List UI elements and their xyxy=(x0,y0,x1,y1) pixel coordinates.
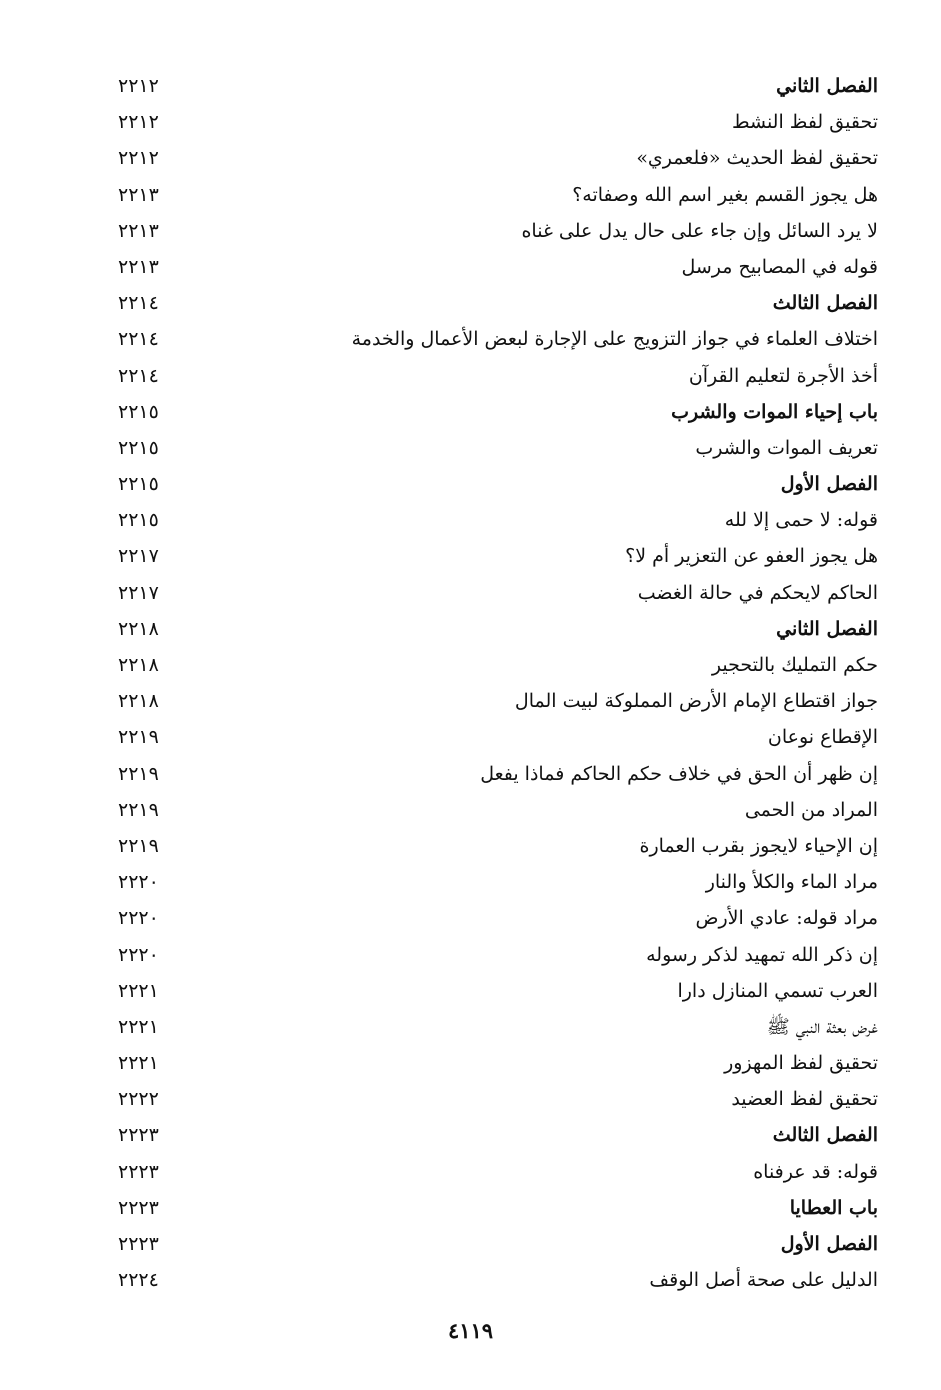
toc-entry xyxy=(118,611,878,647)
toc-entry-title: مراد الماء والكلأ والنار xyxy=(705,871,878,894)
toc-entry xyxy=(118,213,878,249)
toc-page-number: ٢٢١٥ xyxy=(118,509,159,532)
toc-entry xyxy=(118,719,878,755)
toc-entry xyxy=(118,430,878,466)
toc-page-number: ٢٢١٤ xyxy=(118,292,159,315)
toc-entry-title: حكم التمليك بالتحجير xyxy=(711,654,878,676)
toc-entry xyxy=(118,756,878,792)
toc-page-number: ٢٢١٥ xyxy=(118,436,159,459)
toc-entry-title: تحقيق لفظ المهزور xyxy=(724,1052,878,1075)
toc-page-number: ٢٢١٢ xyxy=(118,111,159,134)
toc-entry xyxy=(118,466,878,502)
toc-entry-title: تحقيق لفظ العضيد xyxy=(731,1088,878,1111)
toc-page-number: ٢٢١٩ xyxy=(118,762,159,785)
toc-page-number: ٢٢١٥ xyxy=(118,473,159,496)
toc-page-number: ٢٢٢٠ xyxy=(118,943,159,966)
toc-entry-title: قوله: قد عرفناه xyxy=(753,1160,878,1183)
toc-entry xyxy=(118,394,878,430)
toc-entry-title: العرب تسمي المنازل دارا xyxy=(677,979,878,1002)
toc-entry-title: غرض بعثة النبي ﷺ xyxy=(766,1015,878,1038)
toc-entry xyxy=(118,68,878,104)
toc-page-number: ٢٢١٤ xyxy=(118,328,159,351)
toc-entry xyxy=(118,502,878,538)
toc-entry xyxy=(118,321,878,357)
toc-entry xyxy=(118,1045,878,1081)
toc-entry-title: لا يرد السائل وإن جاء على حال يدل على غناه xyxy=(521,219,878,242)
toc-page-number: ٢٢١٨ xyxy=(118,617,159,640)
toc-page-number: ٢٢٢١ xyxy=(118,1052,159,1075)
toc-entry-title: الإقطاع نوعان xyxy=(767,726,878,749)
toc-page-number: ٢٢١٤ xyxy=(118,364,159,387)
toc-page-number: ٢٢٢٣ xyxy=(118,1124,159,1147)
toc-page-number: ٢٢١٩ xyxy=(118,834,159,857)
toc-entry-title: هل يجوز القسم بغير اسم الله وصفاته؟ xyxy=(572,183,878,206)
toc-page-number: ٢٢١٩ xyxy=(118,798,159,821)
toc-entry xyxy=(118,1009,878,1045)
toc-entry xyxy=(118,973,878,1009)
toc-heading: باب إحياء الموات والشرب xyxy=(671,400,878,423)
table-of-contents xyxy=(118,68,878,1298)
toc-entry xyxy=(118,828,878,864)
toc-entry xyxy=(118,358,878,394)
toc-entry xyxy=(118,104,878,140)
toc-heading: الفصل الأول xyxy=(780,1233,878,1255)
toc-page-number: ٢٢١٨ xyxy=(118,654,159,676)
toc-entry-title: تحقيق لفظ الحديث «فلعمري» xyxy=(636,147,878,170)
toc-entry-title: اختلاف العلماء في جواز التزويج على الإجارة لبعض الأعمال والخدمة xyxy=(351,328,878,351)
toc-page-number: ٢٢١٧ xyxy=(118,581,159,604)
toc-entry xyxy=(118,177,878,213)
toc-entry-title: إن الإحياء لايجوز بقرب العمارة xyxy=(639,834,878,857)
toc-page-number: ٢٢١٣ xyxy=(118,255,159,278)
toc-entry xyxy=(118,647,878,683)
toc-entry xyxy=(118,937,878,973)
toc-entry-title: قوله في المصابيح مرسل xyxy=(681,255,878,278)
toc-entry-title: مراد قوله: عادي الأرض xyxy=(695,907,878,930)
toc-heading: الفصل الثاني xyxy=(776,75,878,97)
toc-entry-title: جواز اقتطاع الإمام الأرض المملوكة لبيت المال xyxy=(514,690,878,713)
toc-entry xyxy=(118,575,878,611)
toc-page-number: ٢٢١٩ xyxy=(118,726,159,749)
toc-entry xyxy=(118,1117,878,1153)
toc-entry-title: إن ذكر الله تمهيد لذكر رسوله xyxy=(646,943,878,966)
toc-page-number: ٢٢١٣ xyxy=(118,219,159,242)
toc-entry-title: تعريف الموات والشرب xyxy=(695,436,878,459)
toc-entry xyxy=(118,900,878,936)
toc-page-number: ٢٢١٧ xyxy=(118,545,159,568)
toc-entry xyxy=(118,249,878,285)
toc-page-number: ٢٢٢٣ xyxy=(118,1233,159,1255)
toc-heading: الفصل الثاني xyxy=(776,617,878,640)
toc-page-number: ٢٢١٢ xyxy=(118,75,159,97)
toc-page-number: ٢٢١٥ xyxy=(118,400,159,423)
toc-entry-title: هل يجوز العفو عن التعزير أم لا؟ xyxy=(625,545,878,568)
toc-entry xyxy=(118,1190,878,1226)
toc-page-number: ٢٢١٢ xyxy=(118,147,159,170)
toc-entry-title: أخذ الأجرة لتعليم القرآن xyxy=(688,364,878,387)
toc-page-number: ٢٢٢٣ xyxy=(118,1196,159,1219)
toc-entry xyxy=(118,1226,878,1262)
toc-page-number: ٢٢١٣ xyxy=(118,183,159,206)
toc-heading: الفصل الثالث xyxy=(772,292,878,315)
toc-entry-title: إن ظهر أن الحق في خلاف حكم الحاكم فماذا يفعل xyxy=(480,762,878,785)
toc-entry-title: المراد من الحمى xyxy=(744,798,878,821)
toc-heading: الفصل الأول xyxy=(780,473,878,496)
toc-entry-title: تحقيق لفظ النشط xyxy=(731,111,878,134)
toc-page-number: ٢٢٢٠ xyxy=(118,871,159,894)
toc-entry xyxy=(118,285,878,321)
toc-heading: الفصل الثالث xyxy=(772,1124,878,1147)
page-number: ٤١١٩ xyxy=(447,1318,494,1343)
toc-entry xyxy=(118,1081,878,1117)
toc-page-number: ٢٢٢٢ xyxy=(118,1088,159,1111)
toc-page-number: ٢٢١٨ xyxy=(118,690,159,713)
toc-entry xyxy=(118,864,878,900)
toc-entry xyxy=(118,1262,878,1298)
toc-entry xyxy=(118,792,878,828)
toc-page-number: ٢٢٢٠ xyxy=(118,907,159,930)
toc-entry xyxy=(118,1154,878,1190)
toc-entry-title: قوله: لا حمى إلا لله xyxy=(724,509,878,532)
toc-entry-title: الحاكم لايحكم في حالة الغضب xyxy=(637,581,878,604)
toc-page-number: ٢٢٢٣ xyxy=(118,1160,159,1183)
toc-heading: باب العطايا xyxy=(789,1196,878,1219)
toc-entry-title: الدليل على صحة أصل الوقف xyxy=(649,1269,878,1292)
toc-entry xyxy=(118,140,878,176)
toc-page-number: ٢٢٢١ xyxy=(118,1015,159,1038)
toc-entry xyxy=(118,538,878,574)
toc-page-number: ٢٢٢٤ xyxy=(118,1269,159,1292)
toc-entry xyxy=(118,683,878,719)
toc-page-number: ٢٢٢١ xyxy=(118,979,159,1002)
